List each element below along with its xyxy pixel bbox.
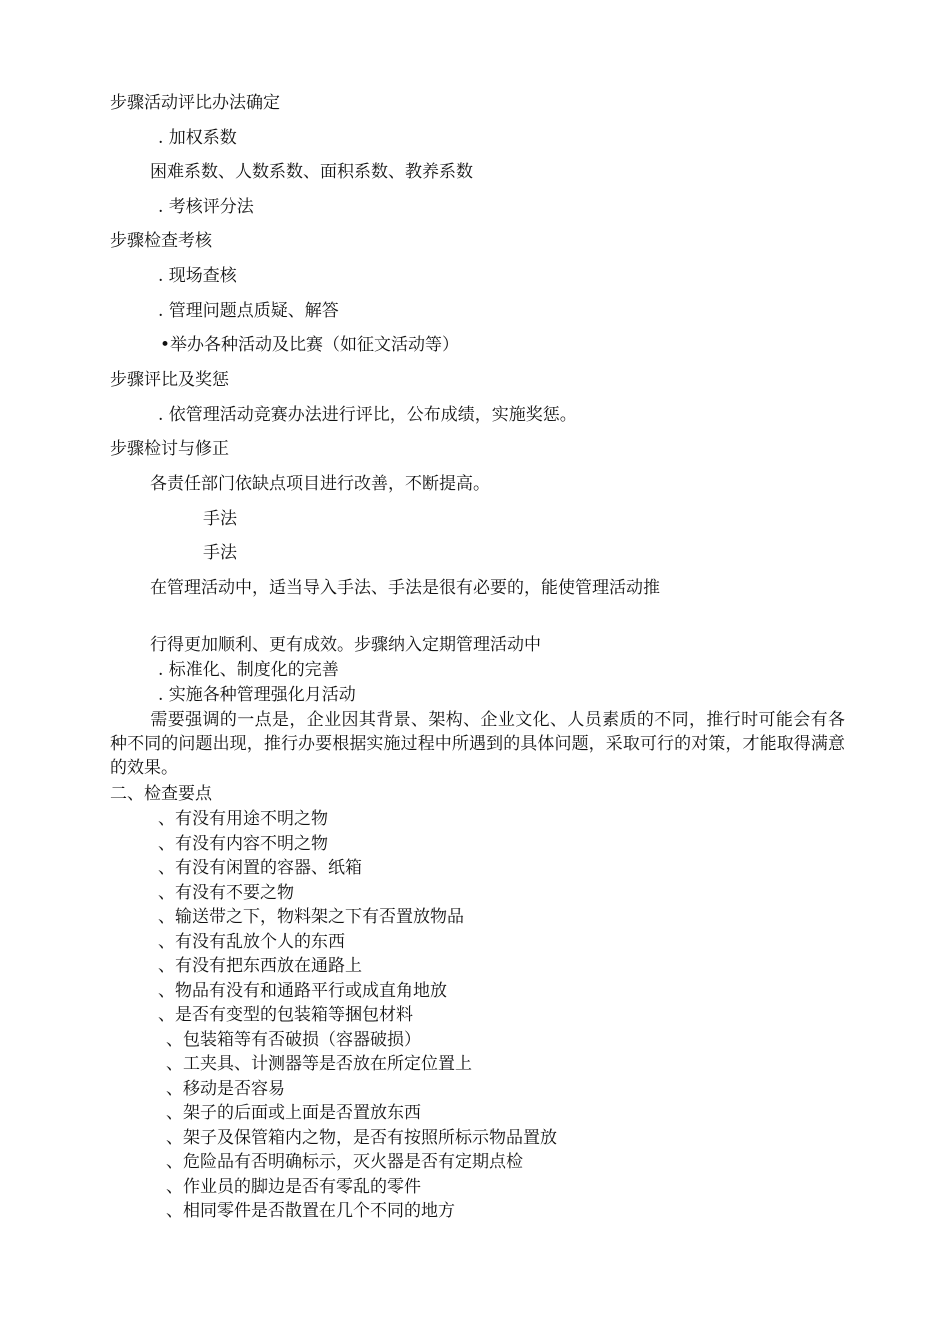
text-line: 手法	[203, 543, 237, 563]
list-item: •举办各种活动及比赛（如征文活动等）	[160, 335, 460, 355]
list-item: 、移动是否容易	[166, 1079, 285, 1099]
list-item: 、相同零件是否散置在几个不同的地方	[166, 1201, 455, 1221]
list-item: 、有没有闲置的容器、纸箱	[158, 858, 362, 878]
text-line: 手法	[203, 509, 237, 529]
summary-paragraph	[110, 708, 845, 780]
list-item: 、有没有用途不明之物	[158, 809, 328, 829]
list-item: . 加权系数	[158, 128, 237, 148]
paragraph-text: 需要强调的一点是，企业因其背景、架构、企业文化、人员素质的不同，推行时可能会有各种不同的问题出现，推行办要根据实施过程中所遇到的具体问题，采取可行的对策，才能取得满意的效果。	[110, 710, 845, 778]
step-heading-inspection: 步骤检查考核	[110, 231, 212, 251]
list-item: 、有没有内容不明之物	[158, 834, 328, 854]
list-item: . 考核评分法	[158, 197, 254, 217]
list-item: 、有没有不要之物	[158, 883, 294, 903]
text-line: 在管理活动中，适当导入手法、手法是很有必要的，能使管理活动推	[150, 578, 660, 598]
list-item: . 实施各种管理强化月活动	[158, 685, 356, 705]
list-item: 、物品有没有和通路平行或成直角地放	[158, 981, 447, 1001]
list-item: . 管理问题点质疑、解答	[158, 301, 339, 321]
list-item: . 依管理活动竞赛办法进行评比，公布成绩，实施奖惩。	[158, 405, 577, 425]
list-item: 、作业员的脚边是否有零乱的零件	[166, 1177, 421, 1197]
step-heading-review: 步骤检讨与修正	[110, 439, 229, 459]
list-item: . 现场查核	[158, 266, 237, 286]
text-line: 行得更加顺利、更有成效。步骤纳入定期管理活动中	[150, 635, 541, 655]
list-item: 、输送带之下，物料架之下有否置放物品	[158, 907, 464, 927]
step-heading-award: 步骤评比及奖惩	[110, 370, 229, 390]
list-item: 、是否有变型的包装箱等捆包材料	[158, 1005, 413, 1025]
list-item: 、包装箱等有否破损（容器破损）	[166, 1030, 421, 1050]
step-heading-evaluation-method: 步骤活动评比办法确定	[110, 93, 280, 113]
list-item: 、有没有乱放个人的东西	[158, 932, 345, 952]
list-item: 、有没有把东西放在通路上	[158, 956, 362, 976]
section-title: 二、检查要点	[110, 784, 212, 804]
list-item: 、架子及保管箱内之物，是否有按照所标示物品置放	[166, 1128, 557, 1148]
list-item: . 标准化、制度化的完善	[158, 660, 339, 680]
list-item: 、工夹具、计测器等是否放在所定位置上	[166, 1054, 472, 1074]
list-item: 、架子的后面或上面是否置放东西	[166, 1103, 421, 1123]
text-line: 困难系数、人数系数、面积系数、教养系数	[150, 162, 473, 182]
list-item: 、危险品有否明确标示，灭火器是否有定期点检	[166, 1152, 523, 1172]
text-line: 各责任部门依缺点项目进行改善，不断提高。	[150, 474, 490, 494]
